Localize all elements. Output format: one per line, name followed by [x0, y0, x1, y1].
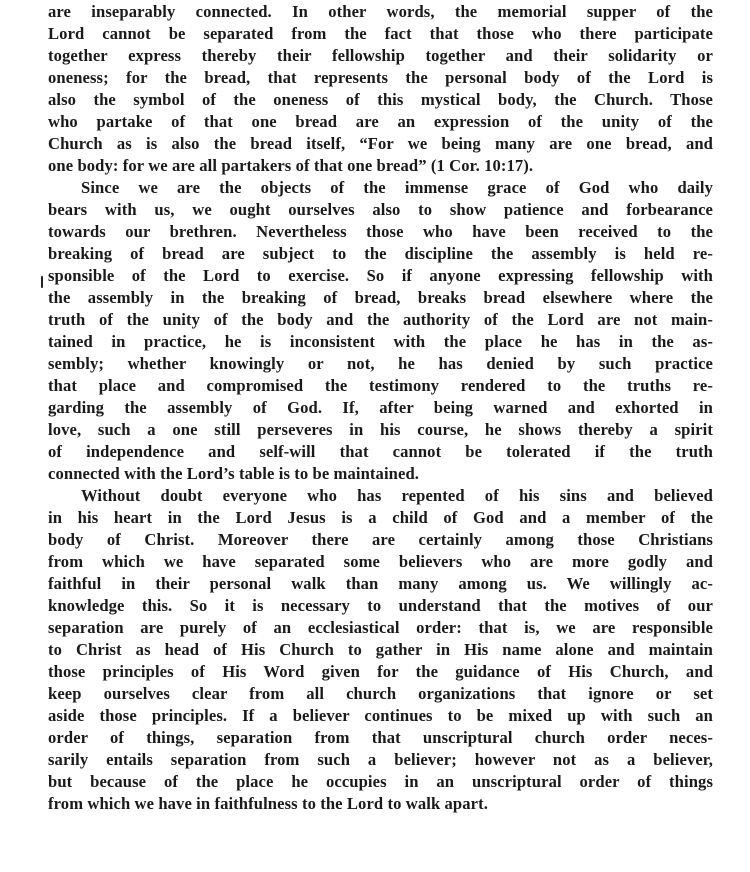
text-line: those principles of His Word given for the guidance of His Church, and [48, 662, 713, 681]
text-line: Since we are the objects of the immense grace of God who daily [81, 178, 713, 197]
text-line: the assembly in the breaking of bread, breaks bread elsewhere where the [48, 288, 713, 307]
text-line: that place and compromised the testimony rendered to the truths re- [48, 376, 713, 395]
paragraph [48, 485, 713, 815]
text-line: Church as is also the bread itself, “For we being many are one bread, and [48, 134, 713, 153]
text-line: who partake of that one bread are an expression of the unity of the [48, 112, 713, 131]
text-line: but because of the place he occupies in an unscriptural order of things [48, 772, 713, 791]
text-line: tained in practice, he is inconsistent with the place he has in the as- [48, 332, 713, 351]
text-line: of independence and self-will that cannot be tolerated if the truth [48, 442, 713, 461]
text-line: sarily entails separation from such a believer; however not as a believer, [48, 750, 713, 769]
text-line: together express thereby their fellowship together and their solidarity or [48, 46, 713, 65]
document-page [48, 1, 713, 815]
text-line: also the symbol of the oneness of this mystical body, the Church. Those [48, 90, 713, 109]
text-line: oneness; for the bread, that represents the personal body of the Lord is [48, 68, 713, 87]
text-line: knowledge this. So it is necessary to understand that the motives of our [48, 596, 713, 615]
paragraph [48, 1, 713, 177]
text-line: from which we have in faithfulness to the Lord to walk apart. [48, 794, 488, 813]
text-line: truth of the unity of the body and the authority of the Lord are not main- [48, 310, 713, 329]
text-line: love, such a one still perseveres in his course, he shows thereby a spirit [48, 420, 713, 439]
text-line: sponsible of the Lord to exercise. So if anyone expressing fellowship with [48, 266, 713, 285]
text-line: body of Christ. Moreover there are certainly among those Christians [48, 530, 713, 549]
text-line: garding the assembly of God. If, after being warned and exhorted in [48, 398, 713, 417]
text-line: sembly; whether knowingly or not, he has denied by such practice [48, 354, 713, 373]
text-line: one body: for we are all partakers of that one bread” (1 Cor. 10:17). [48, 156, 534, 175]
text-line: order of things, separation from that unscriptural church order neces- [48, 728, 713, 747]
text-line: bears with us, we ought ourselves also to show patience and forbearance [48, 200, 713, 219]
text-line: towards our brethren. Nevertheless those who have been received to the [48, 222, 713, 241]
text-line: connected with the Lord’s table is to be maintained. [48, 464, 420, 483]
text-line: Lord cannot be separated from the fact that those who there participate [48, 24, 713, 43]
text-line: to Christ as head of His Church to gather in His name alone and maintain [48, 640, 713, 659]
paragraph [48, 177, 713, 485]
text-line: keep ourselves clear from all church organizations that ignore or set [48, 684, 713, 703]
text-line: are inseparably connected. In other words, the memorial supper of the [48, 2, 713, 21]
text-line: in his heart in the Lord Jesus is a child of God and a member of the [48, 508, 713, 527]
text-line: aside those principles. If a believer continues to be mixed up with such an [48, 706, 713, 725]
text-line: from which we have separated some believers who are more godly and [48, 552, 713, 571]
text-line: separation are purely of an ecclesiastical order: that is, we are responsible [48, 618, 713, 637]
margin-mark [41, 276, 43, 288]
text-line: breaking of bread are subject to the discipline the assembly is held re- [48, 244, 713, 263]
text-line: faithful in their personal walk than many among us. We willingly ac- [48, 574, 713, 593]
text-line: Without doubt everyone who has repented of his sins and believed [81, 486, 713, 505]
